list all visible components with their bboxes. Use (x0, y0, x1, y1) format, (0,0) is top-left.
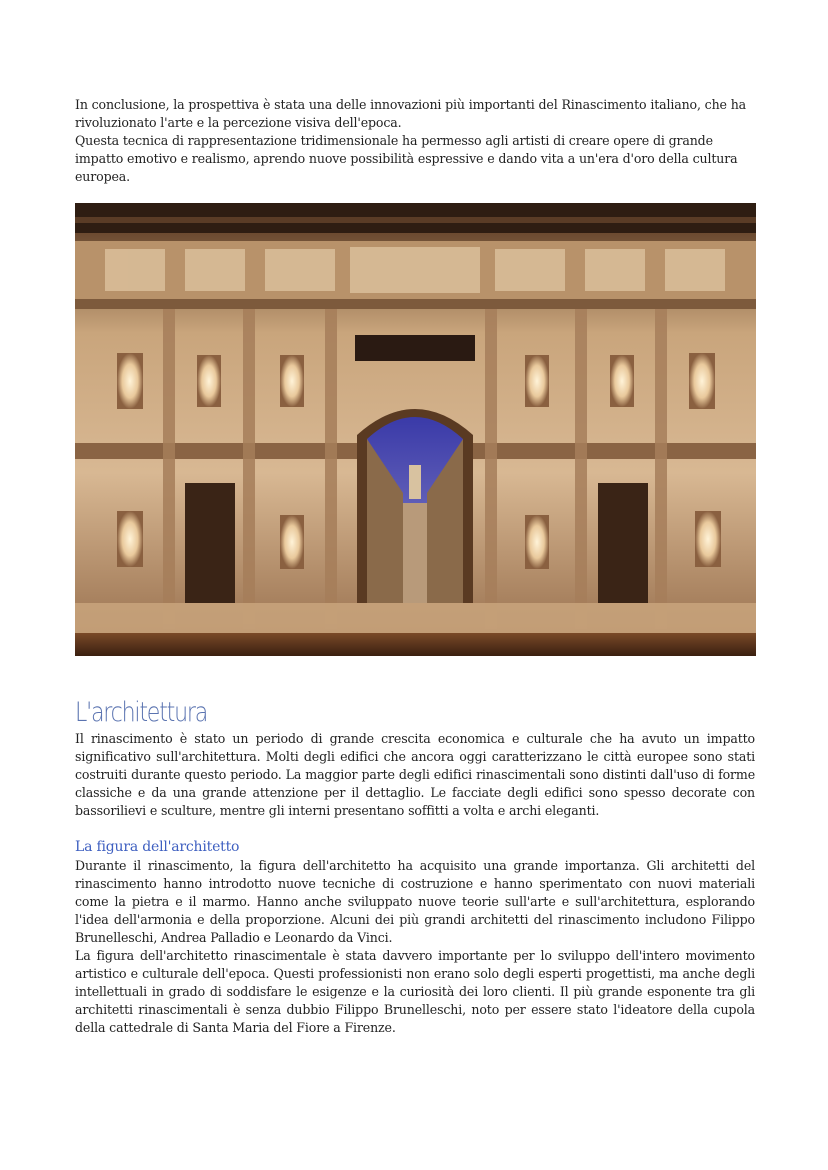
section-paragraph-2: Durante il rinascimento, la figura dell'architetto ha acquisito una grande importanza. Gli architetti del rinascimento hanno introdotto nuove tecniche di costruzione e hanno sperimentato con nuovi materiali come la pietra e il marmo. Hanno anche sviluppato nuove teorie sull'arte e sull'architettura, esplorando l'idea dell'armonia e della proporzione. Alcuni dei più grandi architetti del rinascimento includono Filippo Brunelleschi, Andrea Palladio e Leonardo da Vinci. (75, 858, 755, 945)
section-title: L'architettura (75, 697, 208, 728)
section-paragraph-3: La figura dell'architetto rinascimentale è stata davvero importante per lo sviluppo dell'intero movimento artistico e culturale dell'epoca. Questi professionisti non erano solo degli esperti progettisti, ma anche degli intellettuali in grado di soddisfare le esigenze e la curiosità dei loro clienti. Il più grande esponente tra gli architetti rinascimentali è senza dubbio Filippo Brunelleschi, noto per essere stato l'ideatore della cupola della cattedrale di Santa Maria del Fiore a Firenze. (75, 948, 755, 1035)
section-paragraph-1: Il rinascimento è stato un periodo di grande crescita economica e culturale che ha avuto un impatto significativo sull'architettura. Molti degli edifici che ancora oggi caratterizzano le città europee sono stati costruiti durante questo periodo. La maggior parte degli edifici rinascimentali sono distinti dall'uso di forme classiche e da una grande attenzione per il dettaglio. Le facciate degli edifici sono spesso decorate con bassorilievi e sculture, mentre gli interni presentano soffitti a volta e archi eleganti. (75, 731, 755, 818)
theatre-photo-icon (75, 203, 756, 656)
intro-paragraph-1: In conclusione, la prospettiva è stata una delle innovazioni più importanti del Rinascimento italiano, che ha rivoluzionato l'arte e la percezione visiva dell'epoca. (75, 97, 747, 130)
subheading: La figura dell'architetto (75, 839, 240, 855)
theatre-photo (75, 203, 756, 656)
intro-paragraph-2: Questa tecnica di rappresentazione tridimensionale ha permesso agli artisti di creare opere di grande impatto emotivo e realismo, aprendo nuove possibilità espressive e dando vita a un'era d'oro della cultura europea. (75, 133, 738, 184)
document-page (75, 96, 755, 1037)
